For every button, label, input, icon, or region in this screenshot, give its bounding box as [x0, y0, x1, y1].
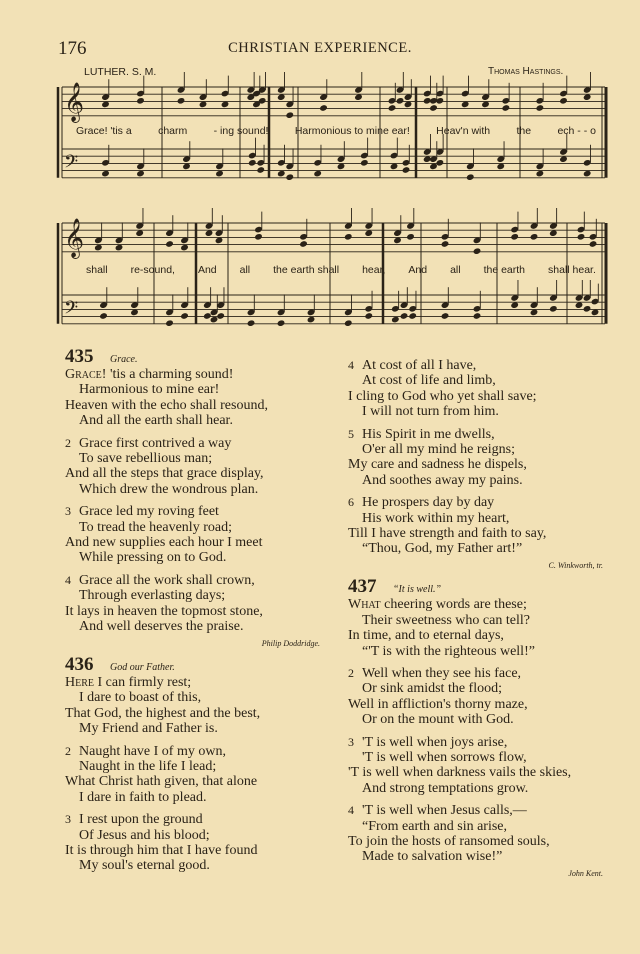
verse-line [348, 613, 638, 628]
verse-text: And new supplies each hour I meet [65, 535, 263, 551]
verse-line [65, 690, 355, 705]
verse-line [348, 541, 638, 556]
verse-text: “From earth and sin arise, [362, 818, 508, 834]
author-attribution: John Kent. [568, 868, 603, 878]
lyric-syllable: charm [158, 125, 188, 137]
verse-text: I rest upon the ground [79, 812, 203, 828]
music-score [0, 0, 640, 340]
verse-line [348, 834, 638, 849]
note-head [510, 233, 519, 241]
verse-line [65, 535, 355, 550]
author-attribution: C. Winkworth, tr. [548, 560, 603, 570]
note-head [536, 104, 545, 112]
verse-line [65, 436, 355, 451]
note-head [577, 233, 586, 241]
verse-line [65, 619, 355, 634]
verse-text: 'T is well when Jesus calls,— [362, 803, 527, 819]
text-column-left [65, 346, 355, 881]
verse-line [65, 790, 355, 805]
note-head [583, 305, 592, 313]
note-head [99, 312, 108, 320]
verse-line [348, 750, 638, 765]
verse-line [65, 413, 355, 428]
verse-line [65, 721, 355, 736]
hymn-number: 437 [348, 576, 377, 598]
verse-text: 'T is well when darkness vails the skies, [348, 765, 572, 781]
lyrics-line-1 [76, 125, 596, 137]
verse-text: Which drew the wondrous plan. [79, 481, 259, 497]
section-title: CHRISTIAN EXPERIENCE. [228, 40, 412, 56]
first-word: Here [65, 674, 94, 690]
stanza [65, 744, 355, 806]
verse-text: His work within my heart, [362, 510, 510, 526]
verse-line [65, 675, 355, 690]
verse-text: Heaven with the echo shall resound, [65, 397, 268, 413]
hymn-heading [65, 346, 355, 367]
stanza [65, 812, 355, 874]
treble-clef-icon: 𝄞 [64, 218, 85, 258]
verse-line [348, 628, 638, 643]
stanza [65, 367, 355, 429]
verse-line [348, 819, 638, 834]
verse-text: His Spirit in me dwells, [362, 426, 495, 442]
stanza-number: 4 [348, 803, 354, 818]
note-head [473, 247, 482, 255]
verse-text: And all the steps that grace display, [65, 466, 264, 482]
verse-text: “'T is with the righteous well!” [362, 643, 535, 659]
verse-text: cheering words are these; [380, 597, 527, 613]
verse-text: While pressing on to God. [79, 550, 227, 566]
stanza [348, 358, 638, 420]
verse-line [65, 382, 355, 397]
note-head [344, 319, 353, 327]
stanza [348, 427, 638, 489]
verse-line [65, 858, 355, 873]
verse-text: And strong temptations grow. [362, 780, 529, 796]
verse-line [65, 482, 355, 497]
verse-text: ! 'tis a charming sound! [101, 367, 234, 382]
verse-line [65, 759, 355, 774]
note-head [285, 111, 294, 119]
stanza-number: 2 [65, 743, 71, 758]
lyric-syllable: hear, [362, 264, 386, 276]
verse-text: And soothes away my pains. [362, 472, 523, 488]
verse-text: Grace led my roving feet [79, 504, 219, 520]
verse-line [348, 666, 638, 681]
hymn-title: “It is well.” [393, 584, 442, 596]
note-head [177, 97, 186, 105]
verse-text: In time, and to eternal days, [348, 628, 504, 644]
verse-line [348, 526, 638, 541]
note-head [136, 97, 145, 105]
note-head [180, 312, 189, 320]
verse-text: And well deserves the praise. [79, 619, 244, 635]
verse-text: At cost of life and limb, [362, 373, 496, 389]
verse-text: And all the earth shall hear. [79, 413, 233, 429]
note-head [344, 233, 353, 241]
verse-text: I can firmly rest; [94, 674, 192, 690]
hymn-heading [348, 576, 638, 598]
verse-line [348, 427, 638, 442]
note-head [473, 312, 482, 320]
stanza-number: 3 [65, 812, 71, 827]
tune-name: LUTHER. S. M. [84, 66, 157, 78]
verse-text: I cling to God who yet shall save; [348, 388, 537, 404]
stanza [348, 666, 638, 728]
note-head [254, 233, 263, 241]
verse-line [65, 550, 355, 565]
author-attribution: Philip Doddridge. [261, 638, 320, 648]
note-head [589, 240, 598, 248]
note-head [299, 240, 308, 248]
verse-text: To tread the heavenly road; [79, 519, 232, 535]
verse-text: O'er all my mind he reigns; [362, 442, 515, 458]
stanza-number: 2 [348, 665, 354, 680]
verse-text: Grace first contrived a way [79, 435, 232, 451]
verse-text: Grace all the work shall crown, [79, 572, 255, 588]
stanza-number: 4 [65, 572, 71, 587]
hymn-number: 435 [65, 346, 94, 367]
note-head [319, 104, 328, 112]
stanza [65, 675, 355, 737]
verse-line [65, 744, 355, 759]
note-head [396, 97, 405, 105]
note-head [216, 312, 225, 320]
stanza-number: 2 [65, 435, 71, 450]
verse-text: At cost of all I have, [362, 358, 477, 373]
verse-line [348, 358, 638, 373]
note-head [165, 319, 174, 327]
stanza-number: 6 [348, 495, 354, 510]
verse-text: It lays in heaven the topmost stone, [65, 603, 263, 619]
first-word: What [348, 597, 381, 613]
verse-text: My soul's eternal good. [79, 858, 210, 874]
verse-text: It is through him that I have found [65, 842, 258, 858]
verse-line [348, 781, 638, 796]
lyric-syllable: - ing sound! [213, 125, 269, 137]
note-head [360, 159, 369, 167]
verse-line [348, 712, 638, 727]
verse-line [348, 597, 638, 612]
verse-line [348, 404, 638, 419]
lyric-syllable: Harmonious to mine ear! [294, 125, 410, 137]
verse-line [348, 697, 638, 712]
verse-line [65, 774, 355, 789]
lyric-syllable: ech - - o [557, 125, 596, 137]
verse-text: I will not turn from him. [362, 404, 499, 420]
note-head [406, 233, 415, 241]
verse-text: That God, the highest and the best, [65, 705, 261, 721]
verse-line [348, 473, 638, 488]
lyrics-line-2 [86, 264, 596, 276]
stanza [348, 735, 638, 797]
note-head [285, 173, 294, 181]
verse-text: Naught in the life I lead; [79, 758, 217, 774]
page-number: 176 [58, 38, 87, 59]
text-column-right [348, 358, 638, 887]
lyric-syllable: the earth shall [273, 264, 340, 276]
note-head [530, 233, 539, 241]
note-head [502, 104, 511, 112]
verse-text: Through everlasting days; [79, 588, 226, 604]
note-head [400, 312, 409, 320]
verse-text: 'T is well when sorrows flow, [362, 749, 527, 765]
verse-text: Well when they see his face, [362, 665, 522, 681]
note-head [256, 166, 265, 174]
verse-line [348, 389, 638, 404]
bass-clef-icon: 𝄢 [64, 152, 79, 177]
lyric-syllable: all [239, 264, 251, 276]
lyric-syllable: re-sound, [130, 264, 175, 276]
verse-line [65, 828, 355, 843]
lyric-syllable: And [197, 264, 217, 276]
verse-text: Or on the mount with God. [362, 712, 514, 728]
note-head [466, 173, 475, 181]
verse-line [65, 588, 355, 603]
verse-text: “Thou, God, my Father art!” [362, 541, 523, 557]
composer: Thomas Hastings. [488, 66, 564, 77]
note-head [248, 159, 257, 167]
bass-clef-icon: 𝄢 [64, 298, 79, 323]
note-head [402, 166, 411, 174]
lyric-syllable: shall hear. [548, 264, 596, 276]
verse-line [348, 849, 638, 864]
stanza [348, 495, 638, 557]
first-word: Grace [65, 367, 102, 382]
verse-line [65, 398, 355, 413]
verse-line [65, 367, 355, 382]
note-head [408, 312, 417, 320]
verse-line [65, 843, 355, 858]
note-head [559, 97, 568, 105]
stanza [65, 436, 355, 498]
verse-text: I dare in faith to plead. [79, 789, 207, 805]
verse-text: My care and sadness he dispels, [348, 457, 527, 473]
hymn-number: 436 [65, 653, 94, 675]
verse-text: Made to salvation wise!” [362, 849, 503, 865]
verse-text: To save rebellious man; [79, 451, 213, 467]
verse-line [348, 681, 638, 696]
stanza [65, 573, 355, 635]
verse-line [348, 644, 638, 659]
stanza-number: 3 [348, 734, 354, 749]
verse-text: Or sink amidst the flood; [362, 681, 502, 697]
note-head [364, 312, 373, 320]
verse-text: Their sweetness who can tell? [362, 612, 530, 628]
lyric-syllable: Grace! 'tis a [76, 125, 132, 137]
stanza [348, 803, 638, 865]
verse-text: 'T is well when joys arise, [362, 734, 508, 750]
note-head [247, 319, 256, 327]
lyric-syllable: Heav'n with [436, 125, 491, 137]
verse-line [65, 604, 355, 619]
verse-text: Till I have strength and faith to say, [348, 526, 547, 542]
note-head [165, 240, 174, 248]
note-head [388, 104, 397, 112]
verse-line [65, 466, 355, 481]
lyric-syllable: And [408, 264, 428, 276]
verse-text: Well in affliction's thorny maze, [348, 696, 528, 712]
verse-line [348, 511, 638, 526]
verse-text: What Christ hath given, that alone [65, 774, 258, 790]
verse-line [65, 706, 355, 721]
hymn-heading [65, 653, 355, 675]
verse-line [348, 495, 638, 510]
verse-line [348, 373, 638, 388]
verse-line [348, 442, 638, 457]
note-head [441, 240, 450, 248]
note-head [203, 312, 212, 320]
verse-text: I dare to boast of this, [79, 690, 202, 706]
verse-line [65, 520, 355, 535]
stanza-number: 5 [348, 426, 354, 441]
stanza-number: 3 [65, 504, 71, 519]
lyric-syllable: all [450, 264, 461, 276]
verse-text: To join the hosts of ransomed souls, [348, 833, 550, 849]
lyric-syllable: shall [86, 264, 108, 276]
note-head [441, 312, 450, 320]
stanza [348, 597, 638, 659]
hymn-title: God our Father. [110, 661, 175, 673]
lyric-syllable: the [516, 125, 532, 137]
verse-line [65, 812, 355, 827]
verse-text: My Friend and Father is. [79, 721, 218, 737]
stanza [65, 504, 355, 566]
verse-line [348, 803, 638, 818]
verse-line [348, 457, 638, 472]
treble-clef-icon: 𝄞 [64, 82, 85, 122]
note-head [277, 319, 286, 327]
verse-text: Of Jesus and his blood; [79, 827, 210, 843]
stanza-number: 4 [348, 358, 354, 372]
verse-text: He prospers day by day [362, 495, 495, 511]
verse-line [65, 504, 355, 519]
lyric-syllable: the earth [483, 264, 526, 276]
verse-text: Harmonious to mine ear! [79, 382, 220, 398]
verse-line [348, 765, 638, 780]
note-head [429, 104, 438, 112]
verse-text: Naught have I of my own, [79, 743, 226, 759]
note-head [549, 305, 558, 313]
verse-line [65, 451, 355, 466]
verse-line [348, 735, 638, 750]
verse-line [65, 573, 355, 588]
hymn-title: Grace. [110, 354, 138, 365]
